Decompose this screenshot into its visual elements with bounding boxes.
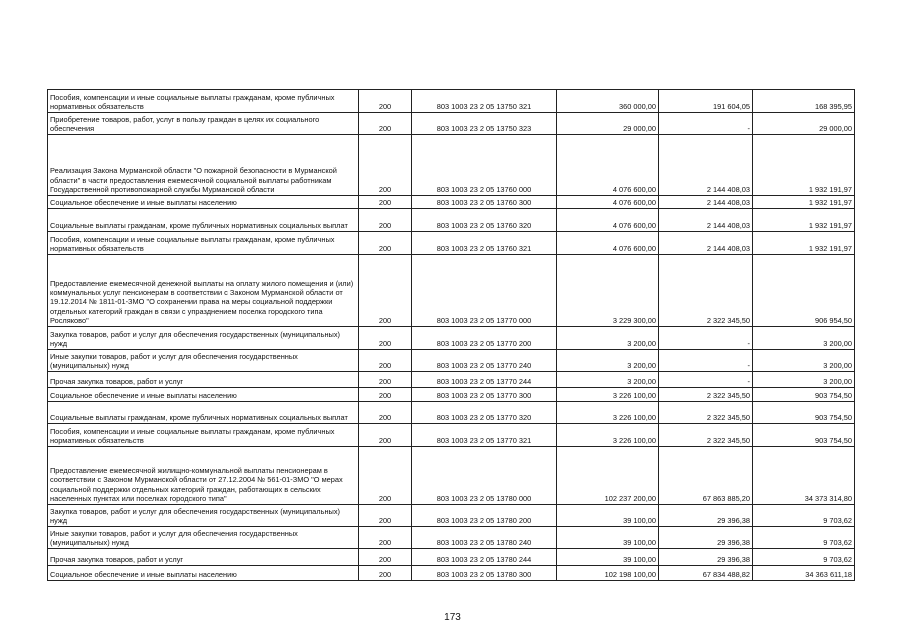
row-line-code-cell: 200 (359, 90, 412, 113)
row-approved-cell: 3 229 300,00 (557, 255, 659, 327)
row-classification-cell: 803 1003 23 2 05 13780 200 (412, 505, 557, 527)
row-classification-cell: 803 1003 23 2 05 13770 000 (412, 255, 557, 327)
row-approved-cell: 3 226 100,00 (557, 388, 659, 402)
table-row (48, 402, 855, 424)
row-name-cell: Приобретение товаров, работ, услуг в пользу граждан в целях их социального обеспечения (48, 113, 359, 135)
row-classification-cell: 803 1003 23 2 05 13780 000 (412, 447, 557, 505)
row-approved-cell: 4 076 600,00 (557, 196, 659, 209)
row-name-cell: Закупка товаров, работ и услуг для обеспечения государственных (муниципальных) нужд (48, 505, 359, 527)
row-unexecuted-cell: 1 932 191,97 (753, 209, 855, 232)
row-unexecuted-cell: 3 200,00 (753, 350, 855, 372)
table-body (48, 90, 855, 581)
row-name-cell: Пособия, компенсации и иные социальные выплаты гражданам, кроме публичных нормативных обязательств (48, 424, 359, 447)
row-executed-cell: 2 144 408,03 (659, 232, 753, 255)
row-executed-cell: - (659, 350, 753, 372)
row-classification-cell: 803 1003 23 2 05 13760 320 (412, 209, 557, 232)
row-name-cell: Предоставление ежемесячной жилищно-коммунальной выплаты пенсионерам в соответствии с Законом Мурманской области от 27.12.2004 № 561-01-ЗМО "О мерах социальной поддержки отдельных категорий граждан, работающих в сельских населенных пунктах или поселках городского типа" (48, 447, 359, 505)
row-classification-cell: 803 1003 23 2 05 13770 321 (412, 424, 557, 447)
row-unexecuted-cell: 1 932 191,97 (753, 135, 855, 196)
row-approved-cell: 360 000,00 (557, 90, 659, 113)
row-line-code-cell: 200 (359, 232, 412, 255)
row-executed-cell: - (659, 372, 753, 388)
row-approved-cell: 3 200,00 (557, 372, 659, 388)
row-executed-cell: 2 322 345,50 (659, 402, 753, 424)
row-line-code-cell: 200 (359, 402, 412, 424)
row-unexecuted-cell: 9 703,62 (753, 549, 855, 566)
row-unexecuted-cell: 168 395,95 (753, 90, 855, 113)
row-approved-cell: 3 200,00 (557, 350, 659, 372)
table-row (48, 232, 855, 255)
table-row (48, 350, 855, 372)
row-approved-cell: 102 237 200,00 (557, 447, 659, 505)
row-line-code-cell: 200 (359, 350, 412, 372)
row-executed-cell: 2 144 408,03 (659, 135, 753, 196)
table-row (48, 196, 855, 209)
row-name-cell: Иные закупки товаров, работ и услуг для обеспечения государственных (муниципальных) нужд (48, 527, 359, 549)
row-name-cell: Реализация Закона Мурманской области "О пожарной безопасности в Мурманской области" в части предоставления ежемесячной социальной выплаты работникам Государственной противопожарной службы Мурманской области (48, 135, 359, 196)
row-name-cell: Пособия, компенсации и иные социальные выплаты гражданам, кроме публичных нормативных обязательств (48, 232, 359, 255)
row-unexecuted-cell: 906 954,50 (753, 255, 855, 327)
row-approved-cell: 3 200,00 (557, 327, 659, 350)
table-row (48, 424, 855, 447)
row-line-code-cell: 200 (359, 527, 412, 549)
row-classification-cell: 803 1003 23 2 05 13760 000 (412, 135, 557, 196)
row-line-code-cell: 200 (359, 505, 412, 527)
row-approved-cell: 39 100,00 (557, 505, 659, 527)
row-name-cell: Социальное обеспечение и иные выплаты населению (48, 388, 359, 402)
table-row (48, 255, 855, 327)
row-line-code-cell: 200 (359, 549, 412, 566)
row-name-cell: Предоставление ежемесячной денежной выплаты на оплату жилого помещения и (или) коммунальных услуг пенсионерам в соответствии с Законом Мурманской области от 19.12.2014 № 1811-01-ЗМО "О сохранении права на меры социальной поддержки отдельных категорий граждан в связи с упразднением поселка городского типа Росляково" (48, 255, 359, 327)
table-row (48, 90, 855, 113)
row-line-code-cell: 200 (359, 135, 412, 196)
row-classification-cell: 803 1003 23 2 05 13760 300 (412, 196, 557, 209)
page-number: 173 (444, 612, 461, 623)
row-classification-cell: 803 1003 23 2 05 13770 244 (412, 372, 557, 388)
table-row (48, 566, 855, 581)
row-executed-cell: 67 863 885,20 (659, 447, 753, 505)
row-unexecuted-cell: 1 932 191,97 (753, 232, 855, 255)
row-name-cell: Закупка товаров, работ и услуг для обеспечения государственных (муниципальных) нужд (48, 327, 359, 350)
table-row (48, 327, 855, 350)
row-classification-cell: 803 1003 23 2 05 13750 321 (412, 90, 557, 113)
row-executed-cell: 67 834 488,82 (659, 566, 753, 581)
row-line-code-cell: 200 (359, 372, 412, 388)
row-classification-cell: 803 1003 23 2 05 13770 300 (412, 388, 557, 402)
row-executed-cell: 2 144 408,03 (659, 196, 753, 209)
table-row (48, 447, 855, 505)
row-approved-cell: 4 076 600,00 (557, 209, 659, 232)
row-name-cell: Иные закупки товаров, работ и услуг для обеспечения государственных (муниципальных) нужд (48, 350, 359, 372)
row-line-code-cell: 200 (359, 566, 412, 581)
row-classification-cell: 803 1003 23 2 05 13750 323 (412, 113, 557, 135)
row-approved-cell: 3 226 100,00 (557, 424, 659, 447)
row-approved-cell: 4 076 600,00 (557, 135, 659, 196)
row-line-code-cell: 200 (359, 196, 412, 209)
row-approved-cell: 4 076 600,00 (557, 232, 659, 255)
row-name-cell: Социальные выплаты гражданам, кроме публичных нормативных социальных выплат (48, 402, 359, 424)
row-executed-cell: - (659, 113, 753, 135)
row-executed-cell: 2 322 345,50 (659, 388, 753, 402)
row-unexecuted-cell: 3 200,00 (753, 327, 855, 350)
row-classification-cell: 803 1003 23 2 05 13780 244 (412, 549, 557, 566)
table-row (48, 505, 855, 527)
row-line-code-cell: 200 (359, 424, 412, 447)
row-approved-cell: 102 198 100,00 (557, 566, 659, 581)
row-unexecuted-cell: 29 000,00 (753, 113, 855, 135)
row-name-cell: Социальное обеспечение и иные выплаты населению (48, 196, 359, 209)
row-executed-cell: 29 396,38 (659, 505, 753, 527)
row-line-code-cell: 200 (359, 388, 412, 402)
row-executed-cell: 29 396,38 (659, 527, 753, 549)
row-line-code-cell: 200 (359, 209, 412, 232)
table-row (48, 549, 855, 566)
row-classification-cell: 803 1003 23 2 05 13760 321 (412, 232, 557, 255)
row-executed-cell: 2 322 345,50 (659, 255, 753, 327)
row-line-code-cell: 200 (359, 255, 412, 327)
row-classification-cell: 803 1003 23 2 05 13770 320 (412, 402, 557, 424)
table-row (48, 135, 855, 196)
row-unexecuted-cell: 3 200,00 (753, 372, 855, 388)
row-unexecuted-cell: 903 754,50 (753, 424, 855, 447)
row-classification-cell: 803 1003 23 2 05 13780 300 (412, 566, 557, 581)
row-line-code-cell: 200 (359, 447, 412, 505)
row-executed-cell: 2 322 345,50 (659, 424, 753, 447)
row-executed-cell: - (659, 327, 753, 350)
row-approved-cell: 39 100,00 (557, 549, 659, 566)
row-unexecuted-cell: 903 754,50 (753, 388, 855, 402)
row-unexecuted-cell: 903 754,50 (753, 402, 855, 424)
row-unexecuted-cell: 9 703,62 (753, 527, 855, 549)
row-name-cell: Социальные выплаты гражданам, кроме публичных нормативных социальных выплат (48, 209, 359, 232)
row-unexecuted-cell: 9 703,62 (753, 505, 855, 527)
row-classification-cell: 803 1003 23 2 05 13770 200 (412, 327, 557, 350)
row-approved-cell: 3 226 100,00 (557, 402, 659, 424)
budget-execution-table (47, 89, 855, 581)
row-executed-cell: 29 396,38 (659, 549, 753, 566)
table-row (48, 209, 855, 232)
row-executed-cell: 2 144 408,03 (659, 209, 753, 232)
row-name-cell: Социальное обеспечение и иные выплаты населению (48, 566, 359, 581)
row-name-cell: Пособия, компенсации и иные социальные выплаты гражданам, кроме публичных нормативных обязательств (48, 90, 359, 113)
row-unexecuted-cell: 1 932 191,97 (753, 196, 855, 209)
table-row (48, 527, 855, 549)
row-name-cell: Прочая закупка товаров, работ и услуг (48, 549, 359, 566)
row-approved-cell: 29 000,00 (557, 113, 659, 135)
row-line-code-cell: 200 (359, 327, 412, 350)
table-row (48, 372, 855, 388)
row-executed-cell: 191 604,05 (659, 90, 753, 113)
table-row (48, 113, 855, 135)
row-unexecuted-cell: 34 373 314,80 (753, 447, 855, 505)
row-line-code-cell: 200 (359, 113, 412, 135)
row-classification-cell: 803 1003 23 2 05 13780 240 (412, 527, 557, 549)
row-unexecuted-cell: 34 363 611,18 (753, 566, 855, 581)
row-classification-cell: 803 1003 23 2 05 13770 240 (412, 350, 557, 372)
row-name-cell: Прочая закупка товаров, работ и услуг (48, 372, 359, 388)
row-approved-cell: 39 100,00 (557, 527, 659, 549)
table-row (48, 388, 855, 402)
